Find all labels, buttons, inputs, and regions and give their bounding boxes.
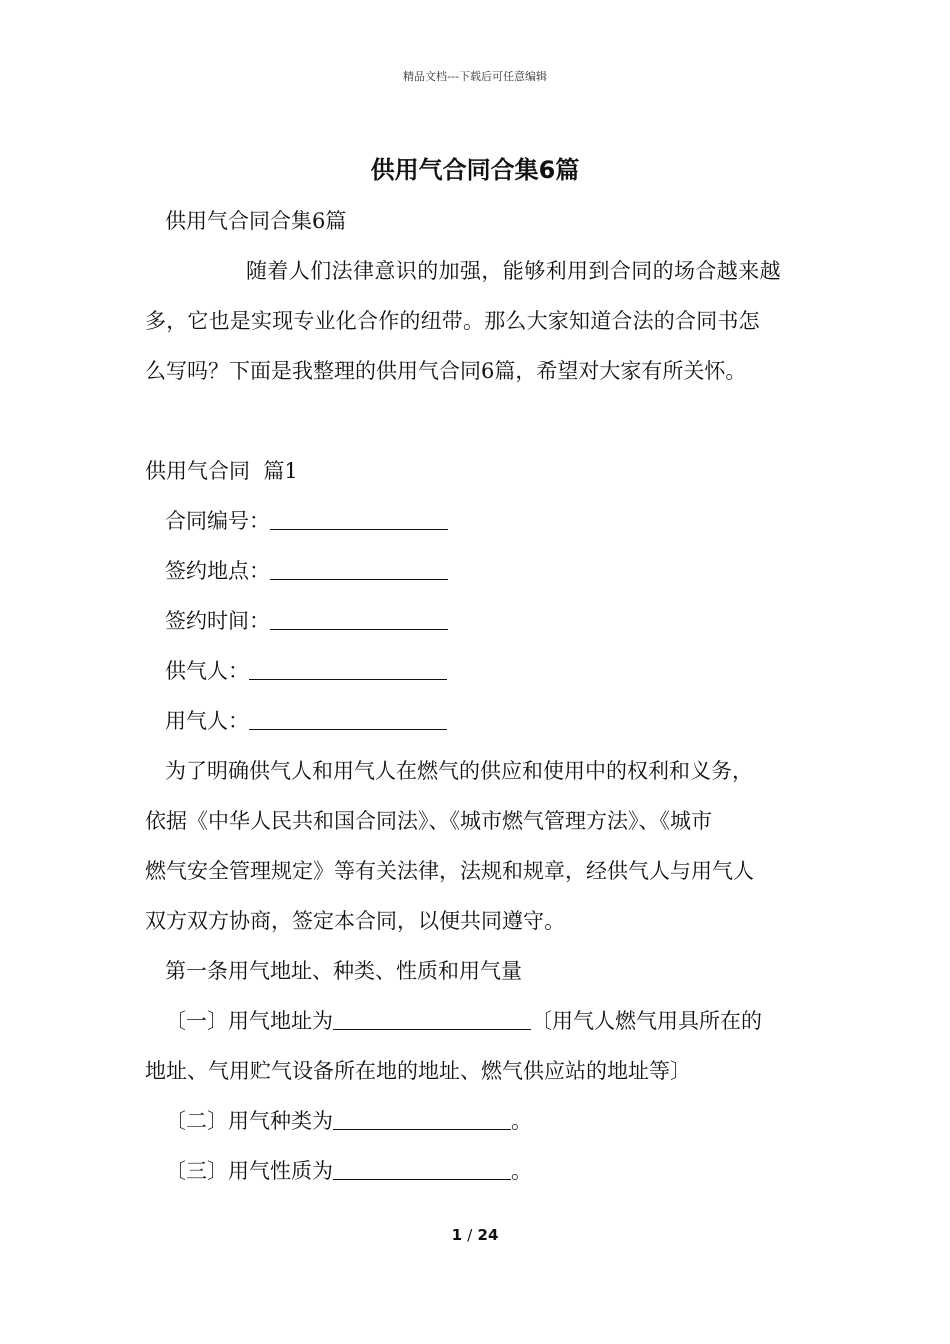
preamble-line-2: 依据《中华人民共和国合同法》、《城市燃气管理方法》、《城市 (145, 809, 712, 833)
blank-line (270, 509, 448, 530)
article-1-heading: 第一条用气地址、种类、性质和用气量 (165, 959, 522, 983)
blank-line (333, 1159, 511, 1180)
blank-line (270, 559, 448, 580)
intro-line-2: 多，它也是实现专业化合作的纽带。那么大家知道合法的合同书怎 (145, 309, 760, 333)
field-label: 用气人： (165, 709, 249, 733)
header-note: 精品文档---下载后可任意编辑 (403, 70, 547, 83)
page-separator: / (467, 1226, 473, 1244)
item-suffix: 〔用气人燃气用具所在的 (531, 1009, 762, 1033)
blank-line (333, 1109, 511, 1130)
total-pages: 24 (477, 1226, 499, 1244)
field-contract-no (165, 507, 448, 535)
field-supplier (165, 657, 447, 685)
preamble-line-1: 为了明确供气人和用气人在燃气的供应和使用中的权利和义务， (165, 759, 753, 783)
item-prefix: 〔三〕用气性质为 (165, 1159, 333, 1183)
article-1-item-2 (165, 1107, 532, 1135)
preamble-line-3: 燃气安全管理规定》等有关法律，法规和规章，经供气人与用气人 (145, 859, 754, 883)
preamble-line-4: 双方双方协商，签定本合同，以便共同遵守。 (145, 909, 565, 933)
item-prefix: 〔一〕用气地址为 (165, 1009, 333, 1033)
blank-line (270, 609, 448, 630)
field-sign-time (165, 607, 448, 635)
field-label: 签约地点： (165, 559, 270, 583)
field-label: 签约时间： (165, 609, 270, 633)
article-1-item-1-continued: 地址、气用贮气设备所在地的地址、燃气供应站的地址等〕 (145, 1059, 691, 1083)
subtitle: 供用气合同合集6篇 (165, 209, 347, 233)
item-suffix: 。 (511, 1159, 532, 1183)
current-page: 1 (451, 1226, 463, 1244)
section-heading: 供用气合同 篇1 (145, 459, 298, 483)
document-title: 供用气合同合集6篇 (370, 156, 580, 184)
page-number (0, 1226, 950, 1244)
field-sign-place (165, 557, 448, 585)
item-prefix: 〔二〕用气种类为 (165, 1109, 333, 1133)
blank-line (249, 659, 447, 680)
field-label: 供气人： (165, 659, 249, 683)
intro-line-3: 么写吗？下面是我整理的供用气合同6篇，希望对大家有所关怀。 (145, 359, 747, 383)
field-label: 合同编号： (165, 509, 270, 533)
article-1-item-1 (165, 1007, 762, 1035)
item-suffix: 。 (511, 1109, 532, 1133)
field-user (165, 707, 447, 735)
article-1-item-3 (165, 1157, 532, 1185)
blank-line (333, 1009, 531, 1030)
blank-line (249, 709, 447, 730)
intro-line-1: 随着人们法律意识的加强，能够利用到合同的场合越来越 (246, 259, 781, 283)
